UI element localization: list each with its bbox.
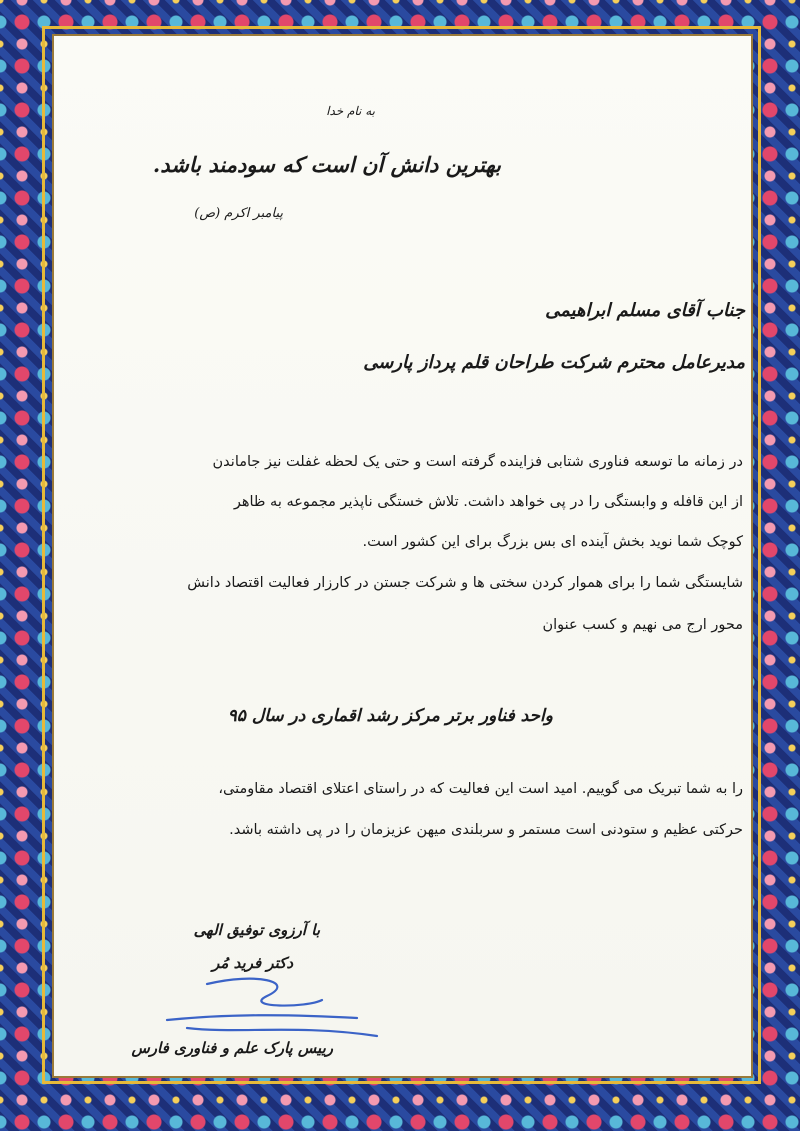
body-line: از این قافله و وابستگی را در پی خواهد داشت. تلاش خستگی ناپذیر مجموعه به ظاهر [233,494,743,510]
body-line: محور ارج می نهیم و کسب عنوان [542,617,743,633]
body-line: را به شما تبریک می گوییم. امید است این فعالیت که در راستای اعتلای اقتصاد مقاومتی، [218,781,743,797]
hadith-quote: بهترین دانش آن است که سودمند باشد. [152,152,501,177]
quote-attribution: پیامبر اکرم (ص) [194,206,283,221]
body-line: حرکتی عظیم و ستودنی است مستمر و سربلندی میهن عزیزمان را در پی داشته باشد. [229,822,743,838]
recipient-role: مدیرعامل محترم شرکت طراحان قلم پرداز پارسی [363,352,745,373]
signer-title: رییس پارک علم و فناوری فارس [131,1039,333,1057]
body-line: شایستگی شما را برای هموار کردن سختی ها و شرکت جستن در کارزار فعالیت اقتصاد دانش [187,575,743,591]
recipient-name: جناب آقای مسلم ابراهیمی [545,300,745,321]
award-title: واحد فناور برتر مرکز رشد اقماری در سال ۹۵ [227,706,553,726]
closing-wish: با آرزوی توفیق الهی [193,921,320,939]
body-line: در زمانه ما توسعه فناوری شتابی فزاینده گرفته است و حتی یک لحظه غفلت نیز جاماندن [212,454,743,470]
signer-name: دکتر فرید مُر [212,954,293,972]
bismillah-heading: به نام خدا [326,104,375,118]
certificate-paper [52,34,753,1078]
body-line: کوچک شما نوید بخش آینده ای بس بزرگ برای این کشور است. [362,534,743,550]
